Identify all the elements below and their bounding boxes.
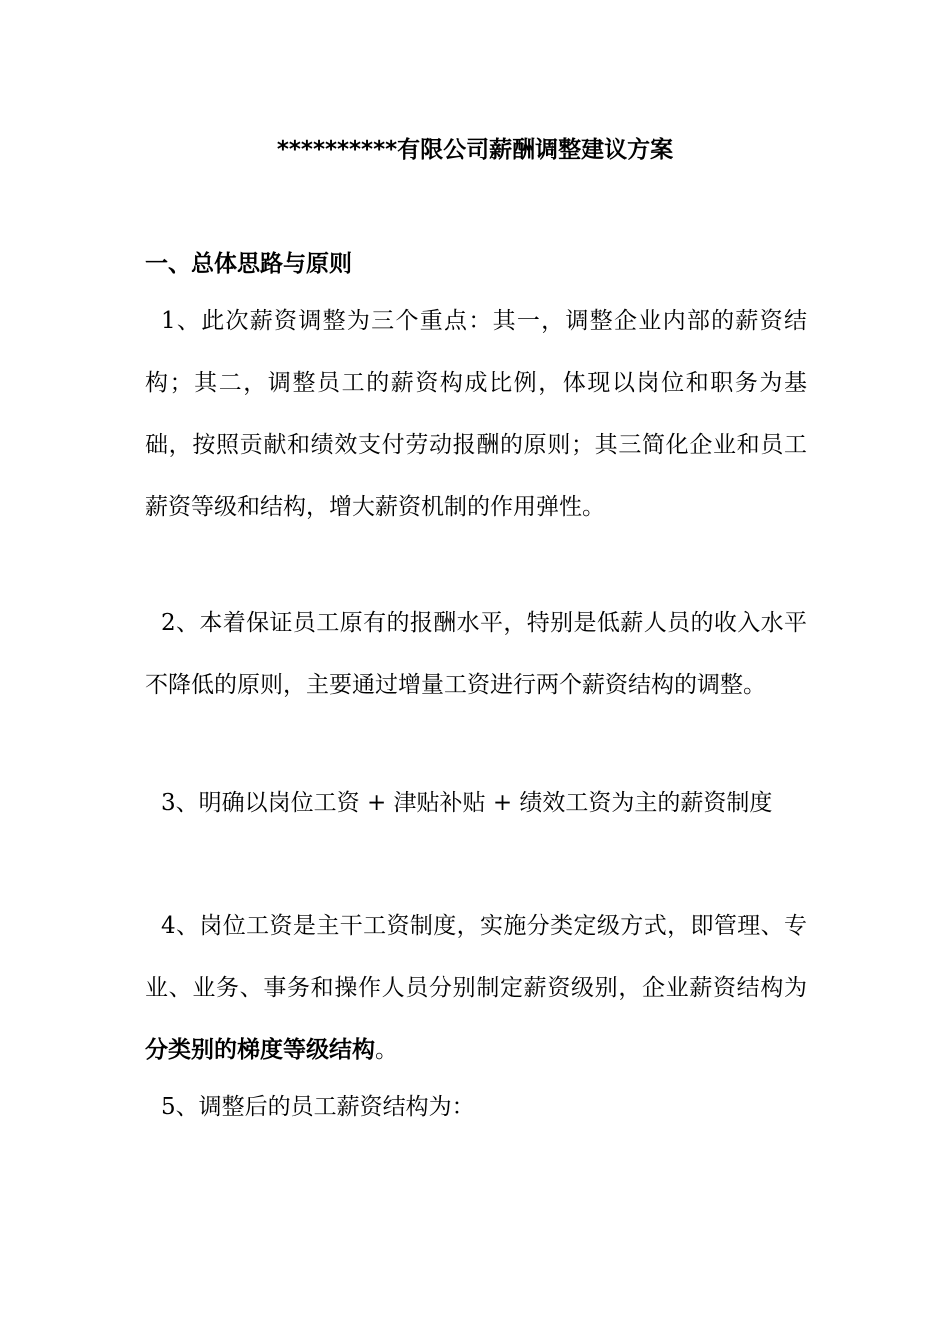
- paragraph-5: 5、调整后的员工薪资结构为：: [161, 1094, 475, 1120]
- paragraph-3: 3、明确以岗位工资 + 津贴补贴 + 绩效工资为主的薪资制度: [161, 790, 773, 816]
- section-heading: 一、总体思路与原则: [145, 251, 352, 277]
- paragraph-4: [145, 895, 807, 1081]
- paragraph-4-end: 。: [375, 1037, 398, 1063]
- paragraph-2: 2、本着保证员工原有的报酬水平，特别是低薪人员的收入水平不降低的原则，主要通过增量工资进行两个薪资结构的调整。: [145, 610, 807, 698]
- paragraph-4-bold-text: 分类别的梯度等级结构: [145, 1037, 375, 1063]
- paragraph-4-text: 4、岗位工资是主干工资制度，实施分类定级方式，即管理、专业、业务、事务和操作人员分别制定薪资级别，企业薪资结构为: [145, 913, 807, 1001]
- document-title: **********有限公司薪酬调整建议方案: [276, 137, 674, 163]
- paragraph-1: 1、此次薪资调整为三个重点：其一，调整企业内部的薪资结构；其二，调整员工的薪资构成比例，体现以岗位和职务为基础，按照贡献和绩效支付劳动报酬的原则；其三简化企业和员工薪资等级和结构，增大薪资机制的作用弹性。: [145, 308, 807, 520]
